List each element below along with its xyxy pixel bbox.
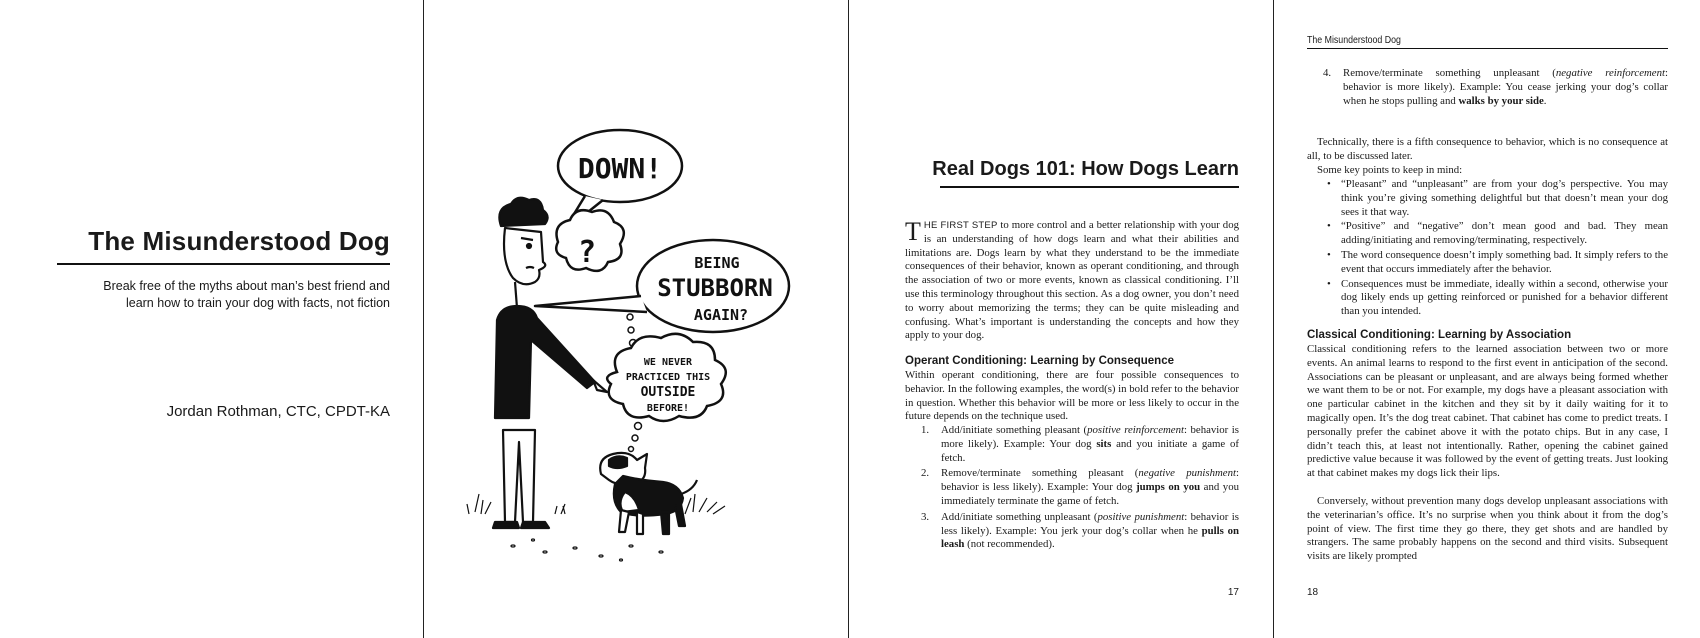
stubborn-line-3: AGAIN? bbox=[693, 306, 749, 324]
key-points-list bbox=[1307, 178, 1668, 320]
key-points-intro: Some key points to keep in mind: bbox=[1317, 164, 1463, 176]
item-text: Add/initiate something unpleasant ( bbox=[941, 510, 1098, 523]
item-text: Remove/terminate something unpleasant ( bbox=[1343, 67, 1556, 79]
thought-line-1: WE NEVER bbox=[643, 357, 693, 368]
cartoon-illustration bbox=[425, 0, 849, 638]
item-behavior: sits bbox=[1096, 437, 1112, 450]
book-title: The Misunderstood Dog bbox=[88, 226, 390, 256]
book-subtitle bbox=[60, 278, 390, 312]
bullet-text: “Pleasant” and “unpleasant” are from your dog’s perspective. You may think you’re giving something delightful but that doesn’t mean your dog sees it that way. bbox=[1341, 178, 1668, 218]
running-head-rule bbox=[1307, 48, 1668, 49]
item-text: Add/initiate something pleasant ( bbox=[941, 424, 1088, 436]
page-number: 17 bbox=[1227, 587, 1239, 598]
continued-page bbox=[1275, 0, 1700, 638]
chapter-intro-paragraph bbox=[905, 219, 1239, 343]
bullet-item bbox=[1307, 220, 1668, 248]
bullet-icon: • bbox=[1327, 178, 1331, 190]
thought-line-2: PRACTICED THIS bbox=[625, 372, 711, 383]
list-number: 2. bbox=[921, 467, 930, 480]
bullet-item bbox=[1307, 278, 1668, 319]
thought-line-4: BEFORE! bbox=[646, 403, 690, 414]
chapter-page bbox=[850, 0, 1274, 638]
subtitle-line-2: learn how to train your dog with facts, not fiction bbox=[125, 296, 390, 310]
classical-paragraph: Classical conditioning refers to the learned association between two or more events. An animal learns to respond to the first event in anticipation of the second. Associations can be pleasant or unpleasant, and are always being formed whether we want them to be or not. For example, my dogs have a pleasant association with one particular cabinet in the kitchen and they sit by it daily waiting for it to magically open. It’s the dog treat cabinet. That cabinet has come to predict treats. I personally prefer the cabinet above it with the potato chips. But in any case, I didn’t teach this, at least not intentionally. Rather, opening the cabinet gained predictive value because it was followed by the event of getting treats. Just looking at that cabinet makes my dogs lick their lips. bbox=[1307, 343, 1668, 480]
item-behavior: jumps on you bbox=[1136, 481, 1201, 494]
list-item bbox=[905, 467, 1239, 508]
page-number: 18 bbox=[1307, 587, 1319, 598]
item-behavior: pulls on leash bbox=[941, 524, 1239, 551]
chapter-title: Real Dogs 101: How Dogs Learn bbox=[932, 158, 1239, 180]
dog-figure bbox=[600, 453, 697, 534]
item-text: and you immediately terminate the game of fetch. bbox=[941, 481, 1239, 507]
classical-paragraph-2: Conversely, without prevention many dogs develop unpleasant associations with the veterinarian’s office. It’s no surprise when you think about it from the dog’s point of view. The first time they go there, they get shots and are handled by strangers. The same probably happens on the second and third visits. Subsequent visits are likely prompted bbox=[1307, 495, 1668, 563]
thought-line-3: OUTSIDE bbox=[640, 385, 696, 400]
title-page bbox=[0, 0, 424, 638]
stubborn-line-1: BEING bbox=[694, 254, 740, 272]
running-head: The Misunderstood Dog bbox=[1307, 35, 1401, 46]
title-rule bbox=[57, 263, 390, 265]
item-text: (not recommended). bbox=[964, 538, 1055, 551]
book-author: Jordan Rothman, CTC, CPDT-KA bbox=[166, 403, 390, 420]
item-term: negative reinforcement bbox=[1555, 67, 1665, 79]
list-item bbox=[905, 511, 1239, 552]
bullet-icon: • bbox=[1327, 277, 1331, 290]
item-text: . bbox=[1543, 94, 1547, 107]
bullet-icon: • bbox=[1327, 248, 1331, 261]
bullet-text: Consequences must be immediate, ideally within a second, otherwise your dog likely ends up getting reinforced or punished for a behavior different than you intended. bbox=[1341, 277, 1668, 318]
bullet-icon: • bbox=[1327, 220, 1331, 233]
operant-paragraph: Within operant conditioning, there are four possible consequences to behavior. In the following examples, the word(s) in bold refer to the behavior in question. Whether this behavior will be more or less likely to occur in the future depends on the technique used. bbox=[905, 369, 1240, 423]
consequences-list-continued bbox=[1307, 67, 1668, 110]
list-number: 4. bbox=[1323, 67, 1332, 79]
fifth-consequence-paragraph: Technically, there is a fifth consequence to behavior, which is no consequence at all, to be discussed later. bbox=[1307, 136, 1668, 162]
list-item bbox=[1307, 67, 1668, 108]
consequences-list bbox=[905, 424, 1239, 554]
subtitle-line-1: Break free of the myths about man’s best friend and bbox=[103, 279, 390, 293]
section-heading-classical: Classical Conditioning: Learning by Association bbox=[1307, 329, 1572, 341]
item-term: negative punishment bbox=[1138, 467, 1236, 480]
item-text: Remove/terminate something pleasant ( bbox=[941, 467, 1139, 480]
item-text: : behavior is less likely). Example: You jerk your dog’s collar when he bbox=[941, 510, 1239, 537]
bullet-item bbox=[1307, 249, 1668, 277]
item-term: positive reinforcement bbox=[1087, 424, 1184, 436]
bullet-text: “Positive” and “negative” don’t mean good and bad. They mean adding/initiating and removing/terminating, respectively. bbox=[1341, 220, 1668, 247]
intro-text: to more control and a better relationship with your dog is an understanding of how dogs learn and what their abilities and limitations are. Dogs learn by what they understand to be the immediate consequences of their behavior, known as operant conditioning, and through the association of two or more events, known as classical conditioning. I’ll use this terminology throughout this section. As a dog owner, you don’t need to worry about memorizing the terms; they can be quite misleading and confusing. What’s important is understanding the concepts and how they apply to your dog. bbox=[905, 219, 1239, 342]
question-cloud bbox=[556, 210, 624, 271]
item-text: : behavior is more likely). Example: Your dog bbox=[941, 424, 1240, 450]
item-behavior: walks by your side bbox=[1458, 94, 1544, 107]
stubborn-line-2: STUBBORN bbox=[657, 274, 773, 302]
section-heading-operant: Operant Conditioning: Learning by Consequence bbox=[905, 355, 1174, 367]
item-text: : behavior is more likely). Example: You cease jerking your dog’s collar when he stops pulling and bbox=[1343, 67, 1668, 107]
illustration-page bbox=[425, 0, 849, 638]
drop-cap: T bbox=[905, 217, 921, 246]
bullet-item bbox=[1307, 178, 1668, 219]
list-item bbox=[905, 424, 1239, 465]
item-text: : behavior is less likely). Example: Your dog bbox=[941, 467, 1239, 494]
list-number: 3. bbox=[921, 510, 930, 523]
item-term: positive punishment bbox=[1097, 510, 1185, 523]
bullet-text: The word consequence doesn’t imply something bad. It simply refers to the event that occurs immediately after the behavior. bbox=[1341, 248, 1668, 275]
question-mark-text: ? bbox=[577, 235, 597, 270]
list-number: 1. bbox=[921, 424, 930, 436]
thought-cloud bbox=[607, 334, 726, 421]
bubble-down-text: DOWN! bbox=[577, 152, 663, 185]
lead-in: HE FIRST STEP bbox=[923, 220, 998, 231]
chapter-rule bbox=[940, 186, 1239, 188]
item-text: and you initiate a game of fetch. bbox=[941, 437, 1239, 464]
